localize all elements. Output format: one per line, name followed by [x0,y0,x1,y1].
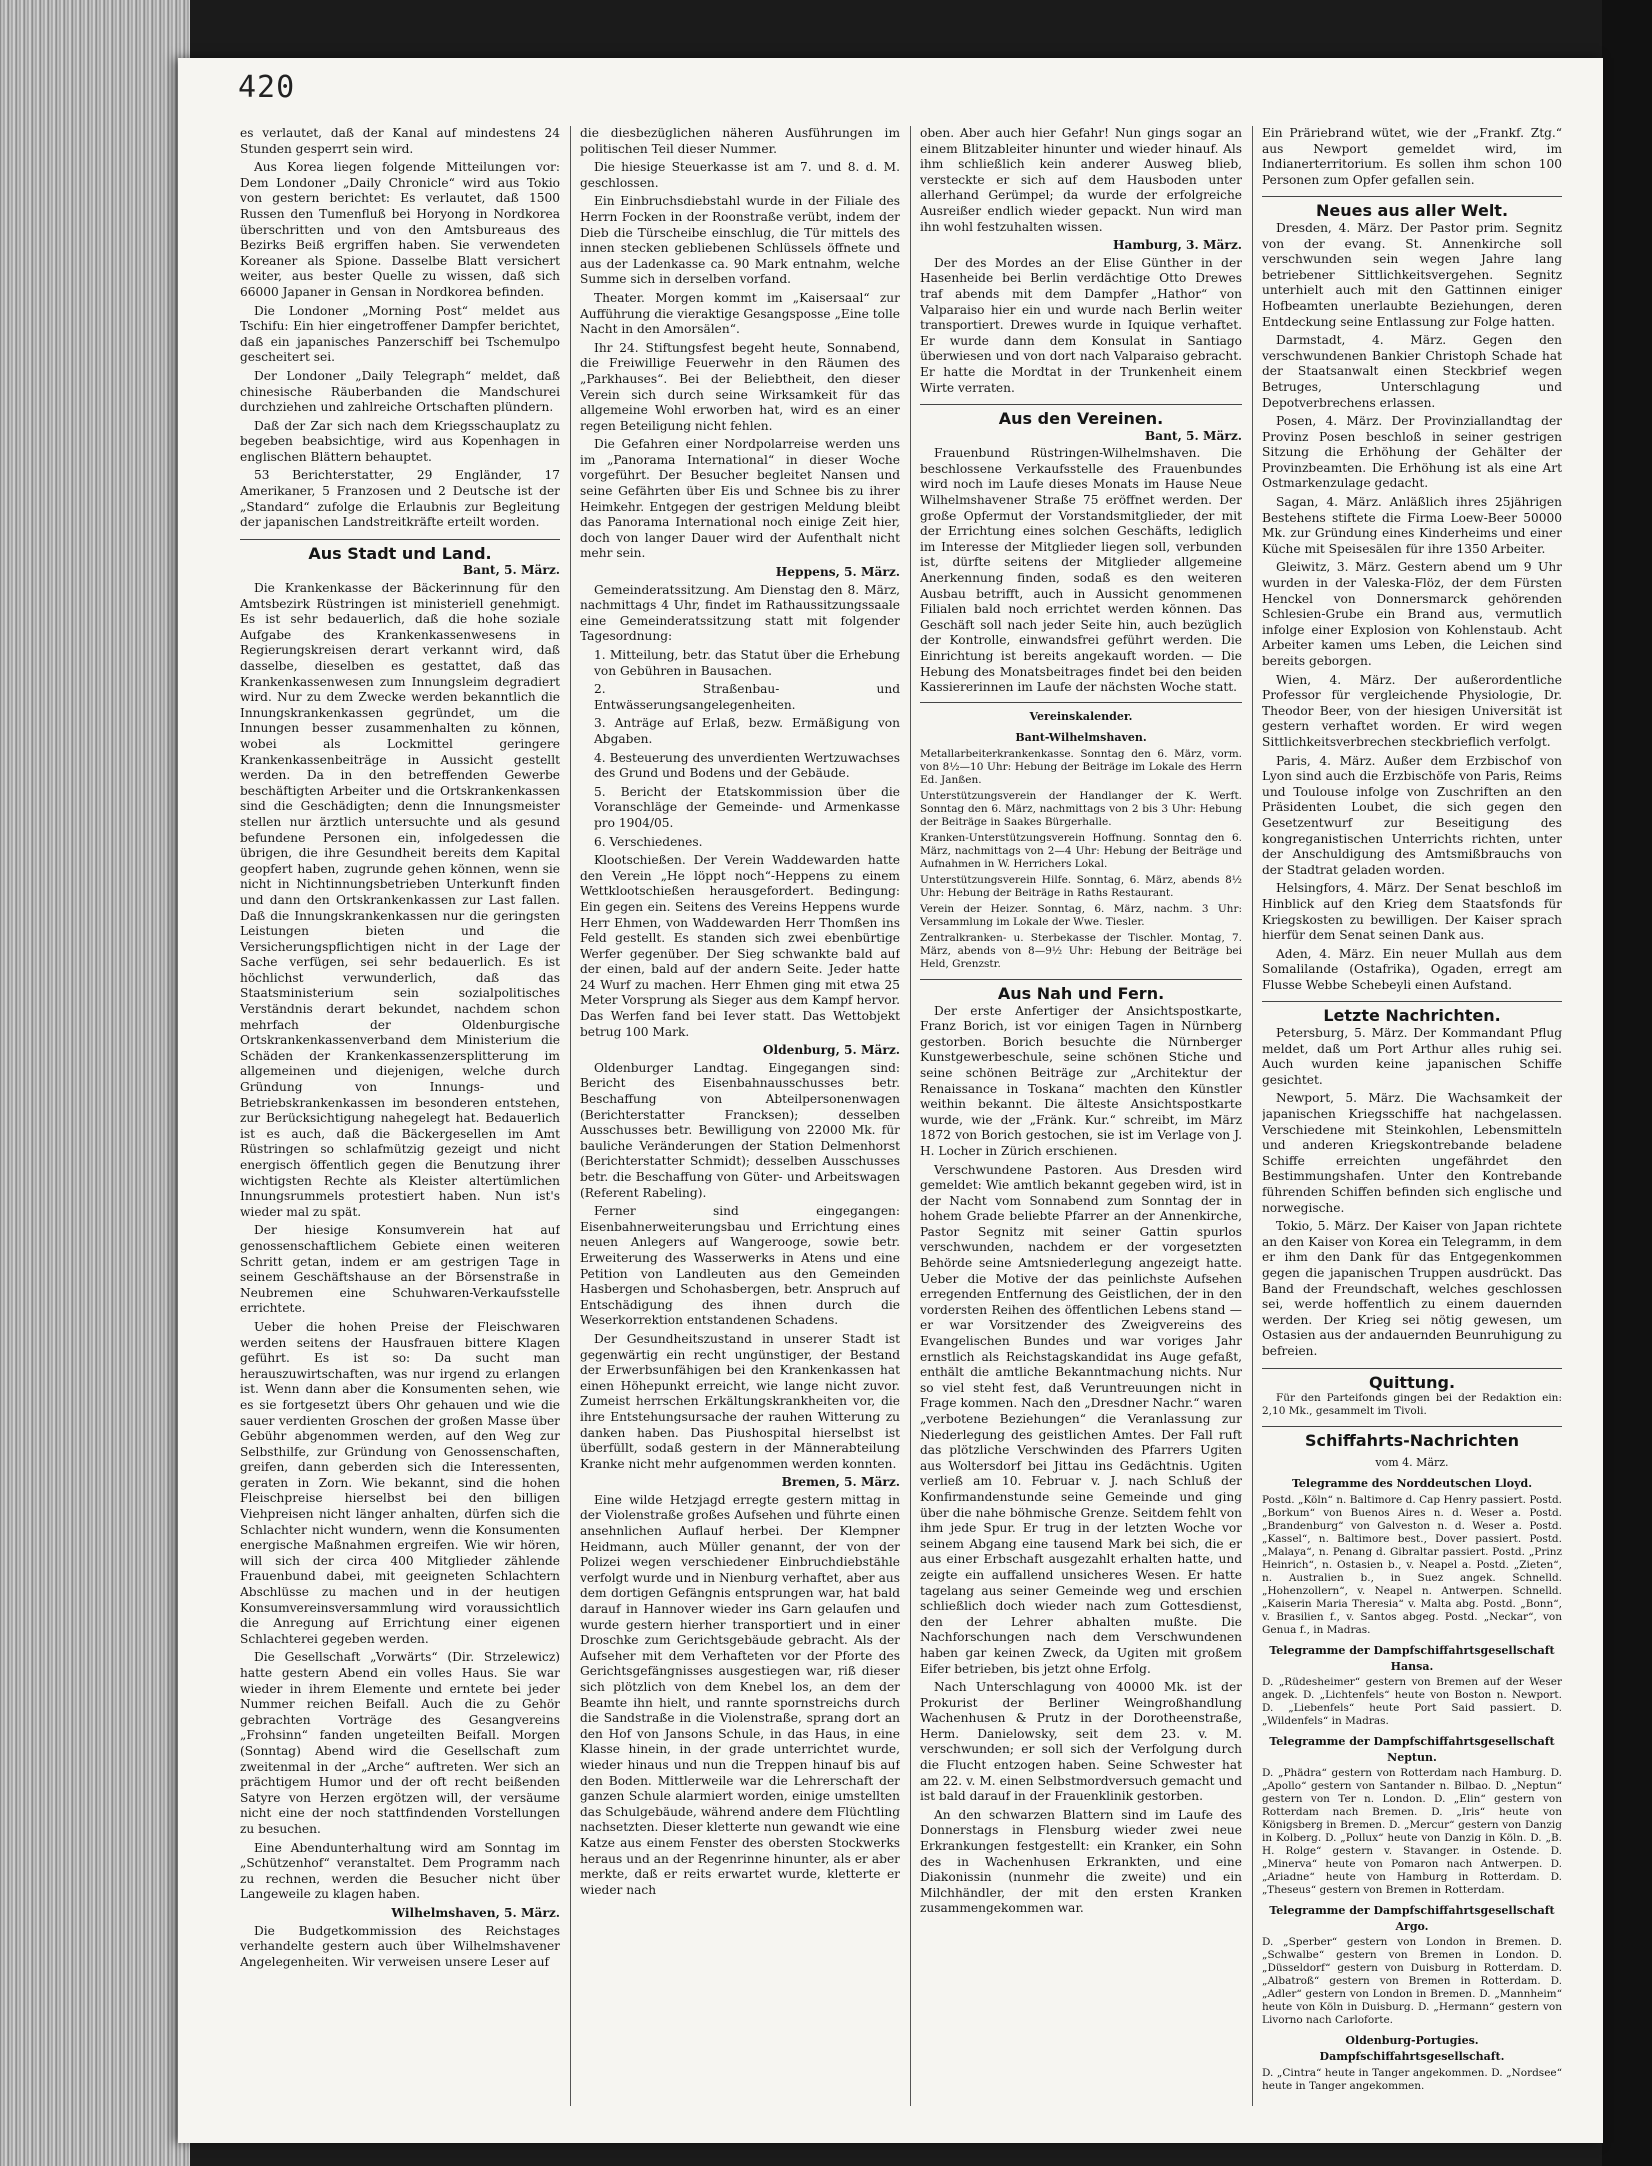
shipping-list: Postd. „Köln“ n. Baltimore d. Cap Henry passiert. Postd. „Borkum“ von Buenos Aires n. d. Weser a. Postd. „Brandenburg“ von Galveston n. d. Weser a. Postd. „Kassel“, n. Baltimore best., Dover passiert. Postd. „Malaya“, n. Penang d. Gibraltar passiert. Postd. „Prinz Heinrich“, n. Ostasien b., v. Neapel a. Postd. „Zieten“, n. Australien b., in Suez angek. Schnelld. „Hohenzollern“, v. Neapel n. Antwerpen. Schnelld. „Kaiserin Maria Theresia“ v. Malta abg. Postd. „Bonn“, v. Brasilien f., v. Santos abgeg. Postd. „Neckar“, von Genua f., in Madras. [1262,1493,1562,1636]
dateline: Bant, 5. März. [1144,428,1242,443]
paragraph: Klootschießen. Der Verein Waddewarden hatte den Verein „He löppt noch“-Heppens zu einem Wettklootschießen herausgefordert. Bedingung: Ein gegen ein. Seitens des Vereins Heppens wurde Herr Ehmen, von Waddewarden Herr Thomßen ins Feld gestellt. Es standen sich zwei ebenbürtige Werfer gegenüber. Der Sieg schwankte bald auf der einen, bald auf der andern Seite. Jeder hatte 24 Wurf zu machen. Herr Ehmen ging mit etwa 25 Meter Vorsprung als Sieger aus dem Kampf hervor. Das Werfen fand bei Iever statt. Das Wettobjekt betrug 100 Mark. [580,853,900,1039]
calendar-entry: Metallarbeiterkrankenkasse. Sonntag den 6. März, vorm. von 8½—10 Uhr: Hebung der Beiträge im Lokale des Herrn Ed. Janßen. [920,747,1242,786]
section-heading: Aus den Vereinen. [920,404,1242,427]
divider [920,702,1242,703]
paragraph: Sagan, 4. März. Anläßlich ihres 25jährigen Bestehens stiftete die Firma Loew-Beer 50000 Mk. zur Gründung eines Kinderheims und einer Küche mit Speisesälen für ihre 1350 Arbeiter. [1262,495,1562,556]
dateline: Hamburg, 3. März. [1112,238,1242,253]
paragraph: Ferner sind eingegangen: Eisenbahnerweiterungsbau und Errichtung eines neuen Anlegers auf Wangerooge, sowie betr. Erweiterung des Wasserwerks in Atens und eine Petition von Landleuten aus den Gemeinden Hasbergen und Schohasbergen, betr. Anspruch auf Entschädigung des ihnen durch die Weserkorrektion entstandenen Schadens. [580,1204,900,1328]
shipping-list: D. „Cintra“ heute in Tanger angekommen. D. „Nordsee“ heute in Tanger angekommen. [1262,2066,1562,2092]
paragraph: Petersburg, 5. März. Der Kommandant Pflug meldet, daß um Port Arthur alles ruhig sei. Auch wurden keine japanischen Schiffe gesichtet. [1262,1026,1562,1087]
dateline: Heppens, 5. März. [775,565,900,580]
page-number: 420 [238,70,296,105]
agenda-item: 1. Mitteilung, betr. das Statut über die Erhebung von Gebühren in Bausachen. [594,648,900,678]
paragraph: Gleiwitz, 3. März. Gestern abend um 9 Uhr wurden in der Valeska-Flöz, der dem Fürsten Henckel von Donnersmarck gehörenden Schlesien-Grube ein Brand aus, vermutlich infolge einer Explosion von Kohlenstaub. Acht Arbeiter kamen ums Leben, die Leichen sind bereits geborgen. [1262,560,1562,668]
shipping-list: D. „Sperber“ gestern von London in Bremen. D. „Schwalbe“ gestern von Bremen in London. D. „Düsseldorf“ gestern von Duisburg in Rotterdam. D. „Albatroß“ gestern von Bremen in Rotterdam. D. „Adler“ gestern von London in Bremen. D. „Mannheim“ heute von Köln in Duisburg. D. „Hermann“ gestern von Livorno nach Carloforte. [1262,1936,1562,2027]
paragraph: Ihr 24. Stiftungsfest begeht heute, Sonnabend, die Freiwillige Feuerwehr in den Räumen des „Parkhauses“. Bei der Beliebtheit, den dieser Verein sich durch seine Wirksamkeit für das allgemeine Wohl erworben hat, wird es an einer regen Beteiligung nicht fehlen. [580,340,900,433]
paragraph: Aden, 4. März. Ein neuer Mullah aus dem Somalilande (Ostafrika), Ogaden, erregt am Flusse Webbe Schebeyli einen Aufstand. [1262,946,1562,992]
shipping-subheading: Telegramme der Dampfschiffahrtsgesellschaft Argo. [1269,1904,1555,1933]
agenda-item: 4. Besteuerung des unverdienten Wertzuwachses des Grund und Bodens und der Gebäude. [594,750,900,781]
calendar-entry: Kranken-Unterstützungsverein Hoffnung. Sonntag den 6. März, nachmittags von 2—4 Uhr: Hebung der Beiträge und Aufnahmen in W. Herrichers Lokal. [920,831,1242,870]
book-page-edges [0,0,190,2166]
column-rule [570,126,571,2106]
column-4 [1262,126,1562,2106]
column-2 [580,126,900,2106]
agenda-item: 5. Bericht der Etatskommission über die Voranschläge der Gemeinde- und Armenkasse pro 1904/05. [594,784,900,830]
section-heading: Schiffahrts-Nachrichten [1262,1426,1562,1449]
paragraph: Die hiesige Steuerkasse ist am 7. und 8. d. M. geschlossen. [580,160,900,190]
shipping-subheading: Telegramme der Dampfschiffahrtsgesellschaft Neptun. [1269,1735,1555,1764]
paragraph: Für den Parteifonds gingen bei der Redaktion ein: 2,10 Mk., gesammelt im Tivoli. [1262,1392,1562,1418]
section-heading: Aus Nah und Fern. [920,979,1242,1002]
calendar-entry: Verein der Heizer. Sonntag, 6. März, nachm. 3 Uhr: Versammlung im Lokale der Wwe. Tiesler. [920,902,1242,928]
paragraph: Wien, 4. März. Der außerordentliche Professor für vergleichende Physiologie, Dr. Theodor Beer, von der hiesigen Universität ist gestern verhaftet worden. Er wird wegen Sittlichkeitsverbrechen steckbrieflich verfolgt. [1262,672,1562,749]
shipping-list: D. „Phädra“ gestern von Rotterdam nach Hamburg. D. „Apollo“ gestern von Santander n. Bilbao. D. „Neptun“ gestern von Ter n. London. D. „Elin“ gestern von Rotterdam nach Bremen. D. „Iris“ heute von Königsberg in Bremen. D. „Mercur“ gestern von Danzig in Kolberg. D. „Pollux“ heute von Danzig in Köln. D. „B. H. Rolge“ gestern v. Stavanger. in Ostende. D. „Minerva“ heute von Pomaron nach Antwerpen. D. „Ariadne“ heute von Hamburg in Rotterdam. D. „Theseus“ gestern von Bremen in Rotterdam. [1262,1767,1562,1897]
paragraph: Theater. Morgen kommt im „Kaisersaal“ zur Aufführung die vieraktige Gesangsposse „Eine tolle Nacht in den Amorsälen“. [580,290,900,337]
shipping-subheading: Telegramme der Dampfschiffahrtsgesellschaft Hansa. [1269,1643,1555,1673]
paragraph: Der des Mordes an der Elise Günther in der Hasenheide bei Berlin verdächtige Otto Drewes traf abends mit dem Dampfer „Hathor“ von Valparaiso hier ein und wurde nach Berlin weiter transportiert. Drewes wurde in Iquique verhaftet. Er wurde dann dem Konsulat in Santiago überwiesen und von dort nach Valparaiso gebracht. Er hatte die Mordtat in der Trunkenheit einem Wirte verraten. [920,255,1242,395]
dateline: Bant, 5. März. [462,563,560,578]
paragraph: Daß der Zar sich nach dem Kriegsschauplatz zu begeben beabsichtige, wird aus Kopenhagen in englischen Blättern behauptet. [240,418,560,464]
paragraph: Verschwundene Pastoren. Aus Dresden wird gemeldet: Wie amtlich bekannt gegeben wird, ist in der Nacht vom Sonnabend zum Sonntag der in hohem Grade beliebte Pfarrer an der Annenkirche, Pastor Segnitz mit seiner Gattin spurlos verschwunden, nachdem er der vorgesetzten Behörde seine Amtsniederlegung angezeigt hatte. Ueber die Motive der das peinlichste Aufsehen erregenden Entfernung des Geistlichen, der in den vordersten Reihen des öffentlichen Lebens stand — er war Vorsitzender des Zweigvereins des Evangelischen Bundes und war voriges Jahr ernstlich als Reichstagskandidat ins Auge gefaßt, enthält die amtliche Bekanntmachung nichts. Nur so viel steht fest, daß Veruntreuungen nicht in Frage kommen. Nach den „Dresdner Nachr.“ waren „verbotene Beziehungen“ die Veranlassung zur Niederlegung des geistlichen Amtes. Der Fall ruft das plötzliche Verschwinden des Pfarrers Ugiten aus Woltersdorf bei Jittau ins Gedächtnis. Ugiten verließ am 10. Februar v. J. nach Schluß der Konfirmandenstunde seine Gemeinde und ging über die nahe böhmische Grenze. Seitdem fehlt von ihm jede Spur. Er trug in der letzten Woche vor seinem Abgang eine tausend Mark bei sich, die er aus einer Erbschaft ausgezahlt erhalten hatte, und zeigte ein auffallend unsicheres Wesen. Er hatte tagelang aus seiner Gemeinde weg und erschien schließlich doch wieder nach zum Gottesdienst, den der Lehrer abhalten mußte. Die Nachforschungen nach dem Verschwundenen haben gar keinen Zweck, da Ugiten mit großem Eifer betrieben, bis jetzt ohne Erfolg. [920,1162,1242,1676]
paragraph: Posen, 4. März. Der Provinziallandtag der Provinz Posen beschloß in seiner gestrigen Sitzung die Erhöhung der Gehälter der Provinzbeamten. Die Erhöhung ist als eine Art Ostmarkenzulage gedacht. [1262,414,1562,491]
dateline: Wilhelmshaven, 5. März. [391,1905,560,1920]
article-columns [240,126,1562,2106]
column-rule [1252,126,1253,2106]
column-3 [920,126,1242,2106]
section-heading: Quittung. [1262,1368,1562,1391]
paragraph: Paris, 4. März. Außer dem Erzbischof von Lyon sind auch die Erzbischöfe von Paris, Reims und Toulouse infolge von Zuschriften an den Präsidenten Loubet, die sich gegen den Gesetzentwurf zur Beseitigung des kongreganistischen Unterrichts richten, unter der Anschuldigung des Amtsmißbrauchs von der Stadtrat geladen worden. [1262,753,1562,877]
paragraph: Darmstadt, 4. März. Gegen den verschwundenen Bankier Christoph Schade hat der Staatsanwalt einen Steckbrief wegen Betruges, Unterschlagung und Depotverbrechens erlassen. [1262,333,1562,410]
calendar-entry: Zentralkranken- u. Sterbekasse der Tischler. Montag, 7. März, abends von 8—9½ Uhr: Hebung der Beiträge bei Held, Grenzstr. [920,931,1242,970]
section-heading: Letzte Nachrichten. [1262,1001,1562,1024]
paragraph: Oldenburger Landtag. Eingegangen sind: Bericht des Eisenbahnausschusses betr. Beschaffung von Abteilpersonenwagen (Berichterstatter Francksen); desselben Ausschusses betr. Bewilligung von 22000 Mk. für bauliche Veränderungen der Station Delmenhorst (Berichterstatter Schmidt); desselben Ausschusses betr. die Beschaffung von Güter- und Arbeitswagen (Referent Rabeling). [580,1060,900,1200]
paragraph: Dresden, 4. März. Der Pastor prim. Segnitz von der evang. St. Annenkirche soll verschwunden sein wegen Jahre lang betriebener Sittlichkeitsvergehen. Segnitz unterhielt auch mit den Gattinnen einiger Hofbeamten unerlaubte Beziehungen, deren Entdeckung seine Entlassung zur Folge hatten. [1262,220,1562,329]
paragraph: Ein Einbruchsdiebstahl wurde in der Filiale des Herrn Focken in der Roonstraße verübt, indem der Dieb die Türscheibe einschlug, die Tür mittels des innen stecken gebliebenen Schlüssels öffnete und aus der Ladenkasse ca. 90 Mark entnahm, welche Summe sich in derselben vorfand. [580,194,900,287]
shipping-date: vom 4. März. [1375,1455,1449,1469]
paragraph: Die Londoner „Morning Post“ meldet aus Tschifu: Ein hier eingetroffener Dampfer berichtet, daß ein japanisches Panzerschiff bei Tschemulpo gescheitert sei. [240,303,560,365]
shipping-list: D. „Rüdesheimer“ gestern von Bremen auf der Weser angek. D. „Lichtenfels“ heute von Boston n. Newport. D. „Liebenfels“ heute Port Said passiert. D. „Wildenfels“ in Madras. [1262,1676,1562,1728]
paragraph: Die Gefahren einer Nordpolarreise werden uns im „Panorama International“ in dieser Woche vorgeführt. Der Besucher begleitet Nansen und seine Gefährten über Eis und Schnee bis zu ihrer Heimkehr. Entgegen der gestrigen Meldung bleibt das Panorama International noch einige Zeit hier, doch von langer Dauer wird der Aufenthalt nicht mehr sein. [580,437,900,561]
shipping-subheading: Telegramme des Norddeutschen Lloyd. [1291,1477,1533,1491]
agenda-item: 3. Anträge auf Erlaß, bezw. Ermäßigung von Abgaben. [594,716,900,746]
paragraph: Tokio, 5. März. Der Kaiser von Japan richtete an den Kaiser von Korea ein Telegramm, in dem er ihm den Dank für das Entgegenkommen gegen die japanischen Truppen ausdrückt. Das Band der Freundschaft, welches geschlossen sei, werde hoffentlich zu einem dauernden werden. Der Krieg sei nötig gewesen, um Ostasien aus der andauernden Beunruhigung zu befreien. [1262,1219,1562,1358]
paragraph: Newport, 5. März. Die Wachsamkeit der japanischen Kriegsschiffe hat nachgelassen. Verschiedene mit Steinkohlen, Lebensmitteln und anderen Kriegskontrebande beladene Schiffe erreichten ungefährdet den Bestimmungshafen. Unter den Kontrebande führenden Schiffen befinden sich englische und norwegische. [1262,1091,1562,1215]
paragraph: Ein Präriebrand wütet, wie der „Frankf. Ztg.“ aus Newport gemeldet wird, im Indianerterritorium. Es sollen ihm schon 100 Personen zum Opfer gefallen sein. [1262,126,1562,187]
paragraph: Eine Abendunterhaltung wird am Sonntag im „Schützenhof“ veranstaltet. Dem Programm nach zu rechnen, werden die Besucher nicht über Langeweile zu klagen haben. [240,1840,560,1902]
calendar-place: Bant-Wilhelmshaven. [1015,731,1147,745]
calendar-heading: Vereinskalender. [1029,709,1133,723]
paragraph: es verlautet, daß der Kanal auf mindestens 24 Stunden gesperrt sein wird. [240,126,560,156]
paragraph: Der erste Anfertiger der Ansichtspostkarte, Franz Borich, ist vor einigen Tagen in Nürnberg gestorben. Borich besuchte die Nürnberger Kunstgewerbeschule, seine schönen Stiche und seine schönen Beiträge zur „Architektur der Renaissance in Toskana“ machten den Künstler weithin bekannt. Die älteste Ansichtspostkarte wurde, wie der „Fränk. Kur.“ schreibt, im März 1872 von Borich gestochen, sie ist im Verlage von J. H. Locher in Zürich erschienen. [920,1003,1242,1158]
agenda-item: 2. Straßenbau- und Entwässerungsangelegenheiten. [594,682,900,712]
paragraph: Eine wilde Hetzjagd erregte gestern mittag in der Violenstraße großes Aufsehen und führte einen ansehnlichen Auflauf herbei. Der Klempner Heidmann, auch Müller genannt, der von der Polizei wegen verschiedener Einbruchdiebstähle verfolgt wurde und in Nienburg verhaftet, aber aus dem dortigen Gefängnis entsprungen war, hat bald darauf in Hannover wieder ins Garn gelaufen und wurde gestern hierher transportiert und in einer Droschke zum Gerichtsgebäude gebracht. Als der Aufseher mit dem Verhafteten vor der Pforte des Gerichtsgefängnisses ausgestiegen war, riß dieser sich plötzlich von dem Knebel los, an dem der Beamte ihn hielt, und rannte spornstreichs durch die Sandstraße in die Violenstraße, sprang dort an den Hof von Jansons Schule, in das Haus, in eine Klasse hinein, in der grade unterrichtet wurde, wieder hinaus und nun die Treppen hinauf bis auf den Boden. Mittlerweile war die Lehrerschaft der ganzen Schule alarmiert worden, einige umstellten das Schulgebäude, während andere dem Flüchtling nachsetzten. Dieser kletterte nun gewandt wie eine Katze aus einem Fenster des obersten Stockwerks heraus und an der Regenrinne hinunter, als er aber merkte, daß er reits erwartet wurde, kletterte er wieder nach [580,1492,900,1897]
paragraph: 53 Berichterstatter, 29 Engländer, 17 Amerikaner, 5 Franzosen und 2 Deutsche ist der „Standard“ zufolge die Erlaubnis zur Begleitung der japanischen Landstreitkräfte erteilt worden. [240,468,560,530]
calendar-entry: Unterstützungsverein Hilfe. Sonntag, 6. März, abends 8½ Uhr: Hebung der Beiträge in Raths Restaurant. [920,873,1242,899]
dateline: Bremen, 5. März. [781,1475,900,1490]
agenda-item: 6. Verschiedenes. [594,834,703,849]
paragraph: Aus Korea liegen folgende Mitteilungen vor: Dem Londoner „Daily Chronicle“ wird aus Tokio von gestern berichtet: Es verlautet, daß 1500 Russen den Tumenfluß bei Horyong in Nordkorea überschritten und von den Amtsbureaus des Bezirks Beiß ergriffen haben. Sie verwendeten Koreaner als Spione. Dasselbe Blatt versichert weiter, aus bester Quelle zu wissen, daß sich 66000 Japaner in Gensan in Nordkorea befinden. [240,160,560,299]
paragraph: Nach Unterschlagung von 40000 Mk. ist der Prokurist der Berliner Weingroßhandlung Wachenhusen & Prutz in der Dorotheenstraße, Herm. Danielowsky, seit dem 23. v. M. verschwunden; er soll sich der Verfolgung durch die Flucht entzogen haben. Seine Schwester hat am 22. v. M. einen Selbstmordversuch gemacht und ist bald darauf in der Frauenklinik gestorben. [920,1680,1242,1804]
paragraph: Die Gesellschaft „Vorwärts“ (Dir. Strzelewicz) hatte gestern Abend ein volles Haus. Sie war wieder in ihrem Elemente und erntete bei jeder Nummer reichen Beifall. Auch die zu Gehör gebrachten Vorträge des Gesangvereins „Frohsinn“ fanden ungeteilten Beifall. Morgen (Sonntag) Abend wird die Gesellschaft zum zweitenmal in der „Arche“ auftreten. Wer sich an prächtigem Humor und der oft recht beißenden Satyre von Herzen ergötzen will, der versäume nicht eine der noch stattfindenden Vorstellungen zu besuchen. [240,1650,560,1836]
section-heading: Aus Stadt und Land. [240,539,560,562]
paragraph: An den schwarzen Blattern sind im Laufe des Donnerstags in Flensburg wieder zwei neue Erkrankungen festgestellt: ein Kranker, ein Sohn des in Wachenhusen Erkrankten, und eine Diakonissin (nunmehr die zweite) und ein Milchhändler, der mit den ersten Kranken zusammengekommen war. [920,1807,1242,1916]
dateline: Oldenburg, 5. März. [762,1043,900,1058]
calendar-entry: Unterstützungsverein der Handlanger der K. Werft. Sonntag den 6. März, nachmittags von 2 bis 3 Uhr: Hebung der Beiträge in Saakes Bürgerhalle. [920,789,1242,828]
paragraph: Helsingfors, 4. März. Der Senat beschloß im Hinblick auf den Krieg dem Staatsfonds für Kriegskosten zu bewilligen. Der Kaiser sprach hierfür dem Senat seinen Dank aus. [1262,881,1562,943]
column-1 [240,126,560,2106]
section-heading: Neues aus aller Welt. [1262,196,1562,219]
paragraph: Der Londoner „Daily Telegraph“ meldet, daß chinesische Räuberbanden die Mandschurei durchziehen und zahlreiche Ortschaften plündern. [240,368,560,415]
column-rule [910,126,911,2106]
paragraph: Die Krankenkasse der Bäckerinnung für den Amtsbezirk Rüstringen ist ministeriell genehmigt. Es ist sehr bedauerlich, daß die hohe soziale Aufgabe des Krankenkassenwesens in Regierungskreisen derart verkannt wird, daß dasselbe, dieselben es gestattet, daß das Krankenkassenwesen zum Innungsleim degradiert wird. Nur zu dem Zwecke werden bekanntlich die Innungskrankenkassen gegründet, um die Innungen besser zusammenhalten zu können, wobei als Lockmittel geringere Krankenkassenbeiträge in Aussicht gestellt werden. Da in den betreffenden Gewerbe beschäftigten Arbeiter und die Ortskrankenkassen sind die Geschädigten; denn die Innungsmeister stellen nur ärztlich untersuchte und als gesund befundene Personen ein, infolgedessen die übrigen, die ihre Gesundheit bereits dem Kapital geopfert haben, zugrunde gehen können, wenn sie nicht in Nichtinnungsbetrieben Unterkunft finden und dann den Ortskrankenkassen zur Last fallen. Daß die Innungskrankenkassen nur die geringsten Leistungen bieten und die Versicherungspflichtigen nicht in der Lage der Sache verfügen, sei sehr bedauerlich. Es ist höchlichst verwunderlich, daß das Staatsministerium sein sozialpolitisches Verständnis derart bekundet, nachdem schon mehrfach der Oldenburgische Ortskrankenkassenverband dem Ministerium die Schäden der Krankenkassenzersplitterung im allgemeinen und diejenigen, welche durch Gründung von Innungs- und Betriebskrankenkassen im besonderen entstehen, zur Berücksichtigung nahegelegt hat. Bedauerlich ist es auch, daß die Bäckergesellen im Amt Rüstringen so schlafmützig gezeigt und nicht energisch öffentlich gegen die Benutzung ihrer wichtigsten Rechte als Kleister altertümlichen Innungsrummels protestiert haben. Nun ist's wieder mal zu spät. [240,581,560,1219]
paragraph: Ueber die hohen Preise der Fleischwaren werden seitens der Hausfrauen bittere Klagen geführt. Es ist so: Da sucht man herauszuwirtschaften, was nur irgend zu erlangen ist. Wenn dann aber die Konsumenten sehen, wie es sie fortgesetzt übers Ohr gehauen und wie die sauer verdienten Groschen der großen Masse über Gebühr abgenommen werden, auf den Weg zur Selbsthilfe, zur Gründung von Genossenschaften, greifen, dann geberden sich die Interessenten, geraten in Zorn. Wie bekannt, sind die hohen Fleischpreise hierselbst bei den billigen Viehpreisen nicht länger anhalten, dürfen sich die Schlachter nicht wundern, wenn die Konsumenten energische Maßnahmen ergreifen. Wie wir hören, will sich der circa 400 Mitglieder zählende Frauenbund dabei, mit geeigneten Schlachtern Abschlüsse zu machen und in der heutigen Konsumvereinsversammlung wird voraussichtlich die Anregung auf Errichtung einer eigenen Schlachterei gegeben werden. [240,1319,560,1646]
paragraph: Der hiesige Konsumverein hat auf genossenschaftlichem Gebiete einen weiteren Schritt getan, indem er am gestrigen Tage in seinem Geschäftshause an der Börsenstraße in Neubremen eine Schuhwaren-Verkaufsstelle errichtete. [240,1223,560,1316]
paragraph: Die Budgetkommission des Reichstages verhandelte gestern auch über Wilhelmshavener Angelegenheiten. Wir verweisen unsere Leser auf [240,1923,560,1969]
shipping-subheading: Oldenburg-Portugies. Dampfschiffahrtsgesellschaft. [1319,2034,1505,2064]
scan-background [1602,0,1652,2166]
paragraph: Der Gesundheitszustand in unserer Stadt ist gegenwärtig ein recht ungünstiger, der Bestand der Erwerbsunfähigen bei den Krankenkassen hat einen Höhepunkt erreicht, wie lange nicht zuvor. Zumeist herrschen Erkältungskrankheiten vor, die ihre Entstehungsursache der rauhen Witterung zu danken haben. Das Piushospital hierselbst ist überfüllt, sodaß gestern in der Männerabteilung Kranke nicht mehr aufgenommen werden konnten. [580,1331,900,1471]
paragraph: Frauenbund Rüstringen-Wilhelmshaven. Die beschlossene Verkaufsstelle des Frauenbundes wird noch im Laufe dieses Monats im Hause Neue Wilhelmshavener Straße 75 eröffnet werden. Der große Opfermut der Vorstandsmitglieder, der mit der Errichtung eines solchen Geschäfts, lediglich im Interesse der Mitglieder liegen soll, verbunden ist, dürfte seitens der Mitglieder allgemeine Anerkennung finden, sodaß es den weiteren Ausbau betrifft, auch in Aussicht genommenen Filialen bald noch errichtet werden können. Das Geschäft soll nach jeder Seite hin, auch bezüglich der Kontrolle, einwandsfrei geführt werden. Die Einrichtung ist bereits angekauft worden. — Die Hebung des Monatsbeitrages findet bei den beiden Kassiererinnen im Laufe der nächsten Woche statt. [920,446,1242,695]
paragraph: die diesbezüglichen näheren Ausführungen im politischen Teil dieser Nummer. [580,126,900,156]
paragraph: Gemeinderatssitzung. Am Dienstag den 8. März, nachmittags 4 Uhr, findet im Rathaussitzungssaale eine Gemeinderatssitzung statt mit folgender Tagesordnung: [580,582,900,644]
paragraph: oben. Aber auch hier Gefahr! Nun gings sogar an einem Blitzableiter hinunter und wieder hinauf. Als ihm schließlich kein anderer Ausweg blieb, versteckte er sich auf dem Hausboden unter allerhand Gerümpel; da wurde der erfolgreiche Ausreißer endlich wieder gepackt. Nun wird man ihn wohl festzuhalten wissen. [920,126,1242,234]
